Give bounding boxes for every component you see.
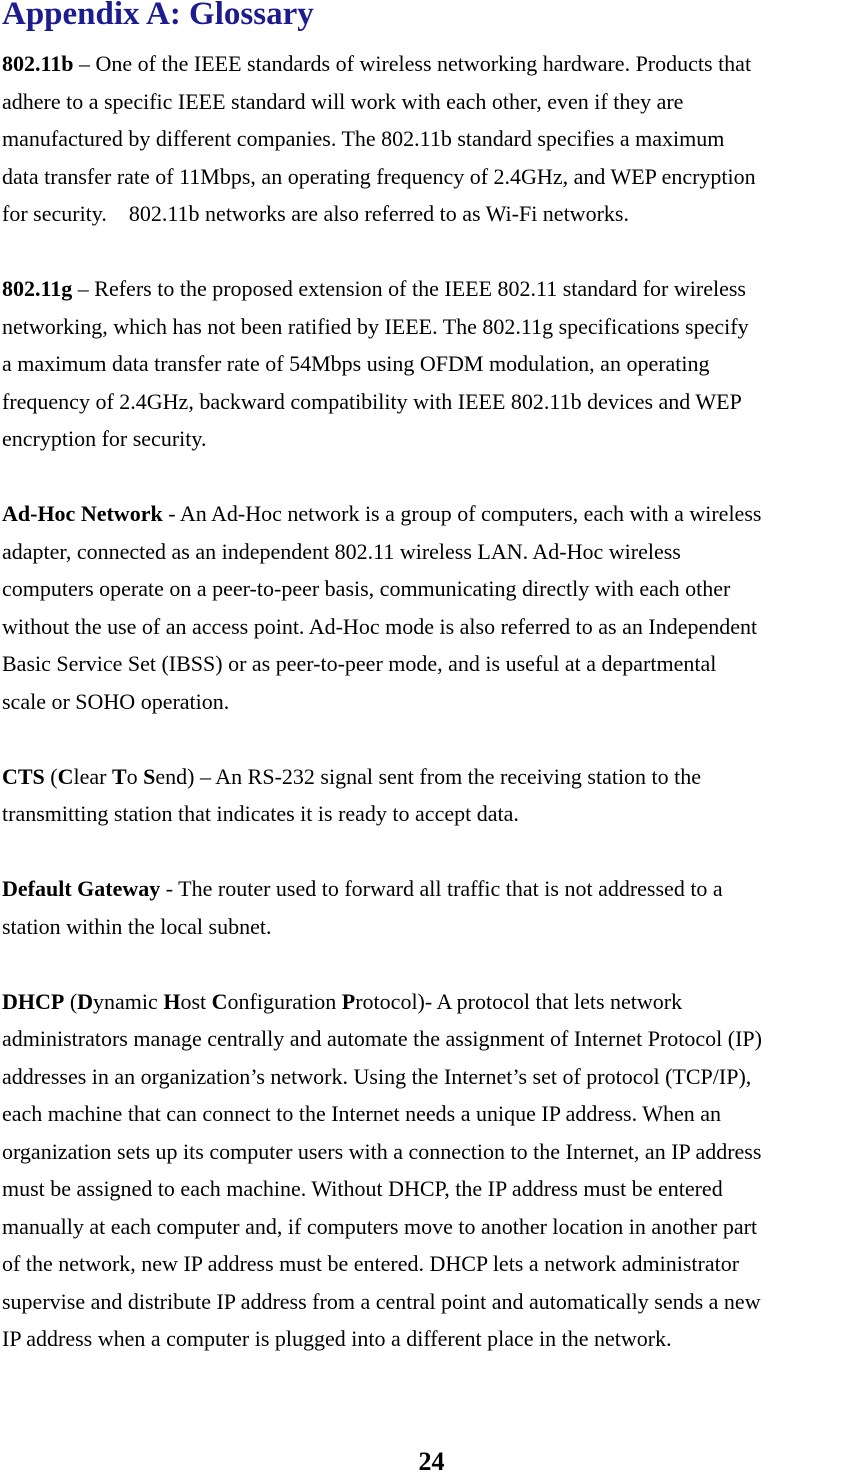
glossary-definition-text: scale or SOHO operation. (2, 688, 230, 714)
glossary-line (2, 120, 863, 158)
glossary-line (2, 83, 863, 121)
glossary-line (2, 645, 863, 683)
glossary-line (2, 870, 863, 908)
glossary-definition-text: manufactured by different companies. The 802.11b standard specifies a maximum (2, 126, 725, 151)
glossary-term-text: C (57, 763, 74, 789)
glossary-line (2, 1283, 863, 1321)
glossary-definition-text: of the network, new IP address must be entered. DHCP lets a network administrator (2, 1251, 740, 1276)
glossary-definition-text: ( (44, 763, 58, 789)
glossary-line (2, 795, 863, 833)
glossary-line (2, 195, 863, 233)
glossary-line (2, 1133, 863, 1171)
glossary-line (2, 1058, 863, 1096)
glossary-line (2, 683, 863, 721)
glossary-definition-text: – Refers to the proposed extension of the IEEE 802.11 standard for wireless (72, 276, 746, 301)
glossary-definition-text: must be assigned to each machine. Without DHCP, the IP address must be entered (2, 1176, 723, 1201)
glossary-definition-text: networking, which has not been ratified by IEEE. The 802.11g specifications specify (2, 313, 749, 339)
glossary-term-text: T (111, 763, 127, 789)
glossary-definition-text: IP address when a computer is plugged into a different place in the network. (2, 1326, 672, 1351)
glossary-entries (2, 45, 863, 1395)
glossary-definition-text: manually at each computer and, if computers move to another location in another part (2, 1213, 758, 1239)
glossary-definition-text: organization sets up its computer users with a connection to the Internet, an IP address (2, 1138, 762, 1164)
glossary-term-text: DHCP (2, 988, 65, 1014)
glossary-entry (2, 270, 863, 458)
glossary-line (2, 1320, 863, 1358)
glossary-definition-text: transmitting station that indicates it is ready to accept data. (2, 801, 519, 826)
glossary-line (2, 270, 863, 308)
glossary-line (2, 1020, 863, 1058)
glossary-definition-text: rotocol)- A protocol that lets network (355, 988, 683, 1014)
glossary-definition-text: for security. 802.11b networks are also referred to as Wi-Fi networks. (2, 201, 629, 226)
glossary-definition-text: supervise and distribute IP address from a central point and automatically sends a new (2, 1288, 761, 1314)
glossary-line (2, 495, 863, 533)
glossary-definition-text: - An Ad-Hoc network is a group of computers, each with a wireless (162, 501, 762, 526)
glossary-line (2, 1095, 863, 1133)
glossary-definition-text: onfiguration (227, 988, 342, 1014)
glossary-line (2, 1208, 863, 1246)
glossary-entry (2, 758, 863, 833)
glossary-definition-text: adhere to a specific IEEE standard will work with each other, even if they are (2, 88, 684, 114)
glossary-definition-text: o (126, 763, 144, 789)
glossary-line (2, 45, 863, 83)
glossary-definition-text: - The router used to forward all traffic that is not addressed to a (160, 876, 723, 901)
glossary-term-text: CTS (2, 763, 45, 789)
glossary-term-text: C (211, 988, 228, 1014)
glossary-definition-text: each machine that can connect to the Internet needs a unique IP address. When an (2, 1101, 721, 1126)
glossary-definition-text: ynamic (93, 988, 164, 1014)
glossary-term-text: 802.11b (2, 51, 74, 76)
page-number: 24 (418, 1447, 445, 1476)
glossary-line (2, 983, 863, 1021)
glossary-term-text: S (143, 763, 156, 789)
glossary-term-text: 802.11g (2, 276, 73, 301)
glossary-line (2, 533, 863, 571)
glossary-definition-text: frequency of 2.4GHz, backward compatibility with IEEE 802.11b devices and WEP (2, 388, 742, 414)
glossary-line (2, 308, 863, 346)
glossary-line (2, 758, 863, 796)
glossary-definition-text: station within the local subnet. (2, 913, 272, 939)
glossary-line (2, 158, 863, 196)
glossary-definition-text: ( (64, 988, 78, 1014)
glossary-definition-text: adapter, connected as an independent 802.11 wireless LAN. Ad-Hoc wireless (2, 538, 681, 564)
glossary-definition-text: data transfer rate of 11Mbps, an operating frequency of 2.4GHz, and WEP encryption (2, 163, 756, 189)
glossary-definition-text: end) – An RS-232 signal sent from the receiving station to the (155, 763, 702, 789)
glossary-line (2, 908, 863, 946)
glossary-term-text: P (341, 988, 356, 1014)
glossary-line (2, 570, 863, 608)
glossary-definition-text: a maximum data transfer rate of 54Mbps using OFDM modulation, an operating (2, 351, 710, 376)
glossary-definition-text: ost (180, 988, 212, 1014)
glossary-line (2, 1170, 863, 1208)
glossary-line (2, 1245, 863, 1283)
glossary-definition-text: without the use of an access point. Ad-Hoc mode is also referred to as an Independent (2, 613, 758, 639)
glossary-definition-text: lear (73, 763, 112, 789)
glossary-entry (2, 983, 863, 1358)
glossary-line (2, 608, 863, 646)
glossary-line (2, 383, 863, 421)
glossary-line (2, 345, 863, 383)
glossary-entry (2, 870, 863, 945)
glossary-definition-text: – One of the IEEE standards of wireless networking hardware. Products that (73, 51, 752, 76)
glossary-definition-text: administrators manage centrally and automate the assignment of Internet Protocol (IP) (2, 1026, 762, 1051)
glossary-term-text: Default Gateway (2, 876, 161, 901)
glossary-term-text: D (77, 988, 94, 1014)
glossary-definition-text: encryption for security. (2, 426, 207, 451)
glossary-line (2, 420, 863, 458)
page-title: Appendix A: Glossary (2, 0, 314, 32)
glossary-definition-text: addresses in an organization’s network. Using the Internet’s set of protocol (TCP/IP), (2, 1063, 752, 1089)
glossary-definition-text: computers operate on a peer-to-peer basis, communicating directly with each other (2, 576, 731, 601)
glossary-entry (2, 45, 863, 233)
glossary-entry (2, 495, 863, 720)
glossary-term-text: H (163, 988, 181, 1014)
glossary-term-text: Ad-Hoc Network (2, 501, 163, 526)
glossary-definition-text: Basic Service Set (IBSS) or as peer-to-peer mode, and is useful at a departmental (2, 651, 717, 676)
